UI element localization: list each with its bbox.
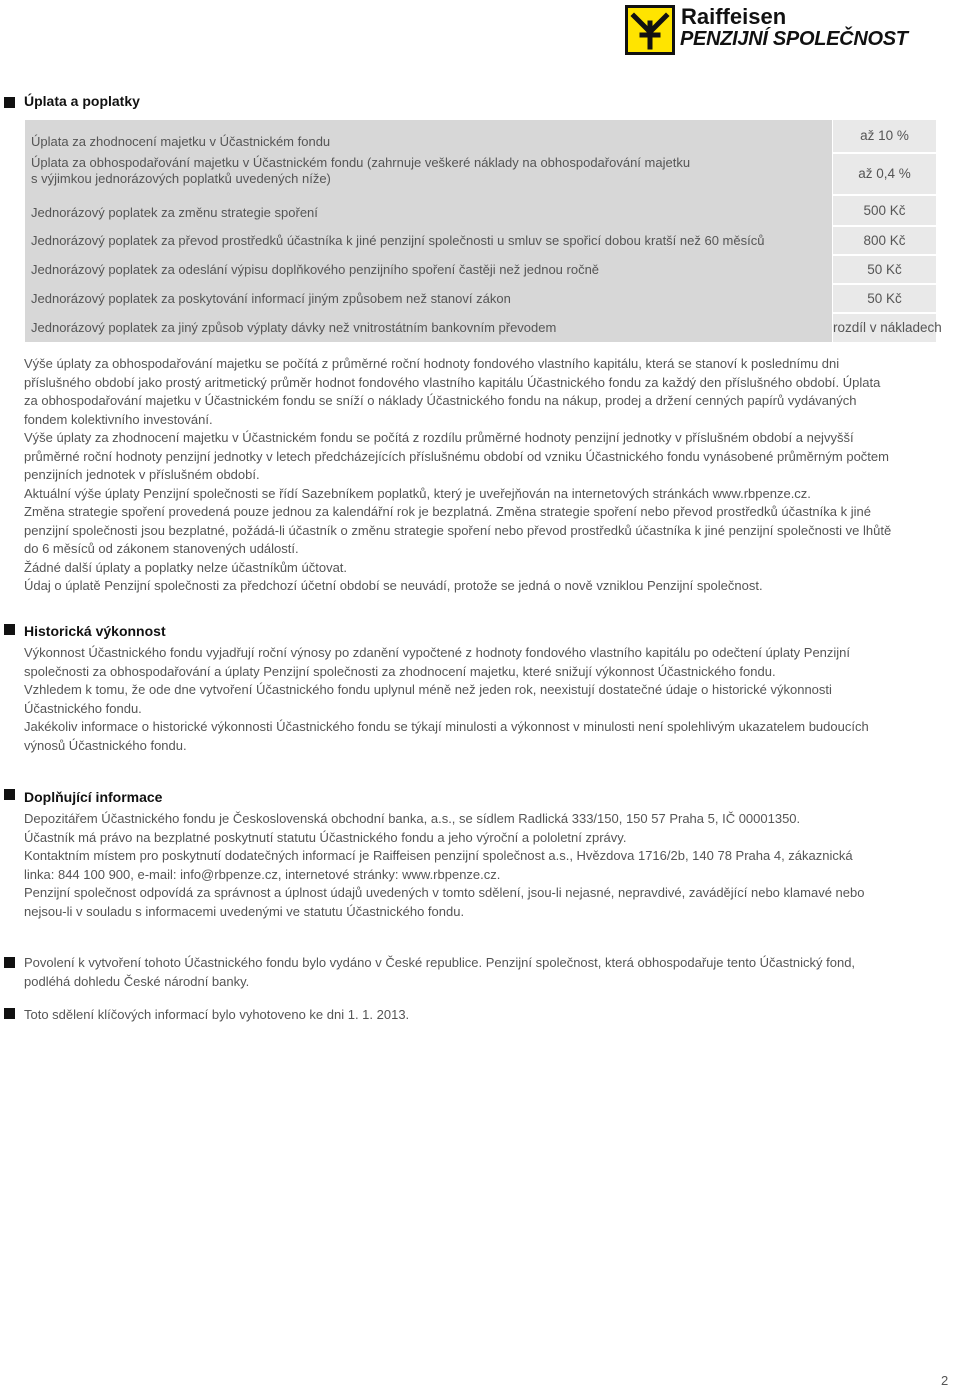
text-line: penzijních jednotek v příslušném období. xyxy=(24,467,260,482)
authorization-note xyxy=(24,954,936,991)
text-line: Kontaktním místem pro poskytnutí dodatečných informací je Raiffeisen penzijní společnost a.s., Hvězdova 1716/2b, 140 78 Praha 4, zákaznická xyxy=(24,848,853,863)
text-line: Údaj o úplatě Penzijní společnosti za předchozí účetní období se neuvádí, protože se jedná o nově vzniklou Penzijní společnost. xyxy=(24,578,763,593)
fee-label: Jednorázový poplatek za odeslání výpisu doplňkového penzijního spoření častěji než jednou ročně xyxy=(31,262,600,277)
paragraph xyxy=(24,829,936,848)
fee-value: až 10 % xyxy=(833,120,936,152)
text-line: do 6 měsíců od zákonem stanovených událostí. xyxy=(24,541,299,556)
additional-info-text xyxy=(24,810,936,921)
performance-text xyxy=(24,644,936,755)
text-line: Žádné další úplaty a poplatky nelze účastníkům účtovat. xyxy=(24,559,348,575)
note-bullet-icon xyxy=(4,957,15,968)
text-line: penzijní společnosti jsou bezplatné, požádá-li účastník o změnu strategie spoření nebo převod prostředků účastníka k jiné penzijní společnosti ve lhůtě xyxy=(24,522,892,538)
text-line: Výše úplaty za obhospodařování majetku se počítá z průměrné roční hodnoty fondového vlastního kapitálu, která se stanoví k poslednímu dni xyxy=(24,356,840,371)
paragraph xyxy=(24,577,936,596)
text-line: podléhá dohledu České národní banky. xyxy=(24,973,250,989)
fee-value: 50 Kč xyxy=(833,285,936,312)
fee-label: Jednorázový poplatek za převod prostředků účastníka k jiné penzijní společnosti u smluv se spořicí dobou kratší než 60 měsíců xyxy=(31,233,765,248)
text-line: Depozitářem Účastnického fondu je Československá obchodní banka, a.s., se sídlem Radlická 333/150, 150 57 Praha 5, IČ 00001350. xyxy=(24,811,801,826)
text-line: Výkonnost Účastnického fondu vyjadřují roční výnosy po zdanění vypočtené z hodnoty fondového vlastního kapitálu po odečtení úplaty Penzijní xyxy=(24,645,851,660)
fee-label: Jednorázový poplatek za jiný způsob výplaty dávky než vnitrostátním bankovním převodem xyxy=(31,320,557,335)
text-line: Jakékoliv informace o historické výkonnosti Účastnického fondu se týkají minulosti a výkonnost v minulosti není spolehlivým ukazatelem budoucích xyxy=(24,719,869,734)
section-bullet-icon xyxy=(4,97,15,108)
logo-brand-name: Raiffeisen xyxy=(681,4,787,29)
text-line: Změna strategie spoření provedená pouze jednou za kalendářní rok je bezplatná. Změna strategie spoření nebo převod prostředků účastníka k jiné xyxy=(24,504,871,519)
text-line: Toto sdělení klíčových informací bylo vyhotoveno ke dni 1. 1. 2013. xyxy=(24,1007,410,1022)
paragraph xyxy=(24,718,936,755)
section-title-fees: Úplata a poplatky xyxy=(24,93,140,109)
date-note xyxy=(24,1006,936,1025)
fees-notes xyxy=(24,355,936,596)
section-title-additional-info: Doplňující informace xyxy=(24,789,163,805)
text-line: Účastnického fondu. xyxy=(24,700,142,716)
paragraph xyxy=(24,559,936,578)
paragraph xyxy=(24,355,936,429)
page-number: 2 xyxy=(941,1373,949,1388)
text-line: příslušného období jako prostý aritmetický průměr hodnot fondového vlastního kapitálu Účastnického fondu za každý den příslušného období. Úplata xyxy=(24,374,881,390)
text-line: Penzijní společnost odpovídá za správnost a úplnost údajů uvedených v tomto sdělení, jsou-li nejasné, nepravdivé, zavádějící nebo klamavé nebo xyxy=(24,885,865,900)
fee-value: 500 Kč xyxy=(833,196,936,225)
text-line: za obhospodařování majetku v Účastnickém fondu se sníží o náklady Účastnického fondu na nákup, prodej a držení cenných papírů vydávaných xyxy=(24,393,857,408)
fee-label: Jednorázový poplatek za poskytování informací jiným způsobem než stanoví zákon xyxy=(31,291,511,306)
section-bullet-icon xyxy=(4,789,15,800)
text-line: výnosů Účastnického fondu. xyxy=(24,737,187,753)
fee-label-line: Úplata za obhospodařování majetku v Účastnickém fondu (zahrnuje veškeré náklady na obhospodařování majetku xyxy=(31,155,691,170)
paragraph xyxy=(24,847,936,884)
logo-subtitle: PENZIJNÍ SPOLEČNOST xyxy=(680,28,908,50)
paragraph xyxy=(24,954,936,991)
fee-label: Jednorázový poplatek za změnu strategie spoření xyxy=(31,205,318,220)
text-line: Vzhledem k tomu, že ode dne vytvoření Účastnického fondu uplynul méně než jeden rok, neexistují dostatečné údaje o historické výkonnosti xyxy=(24,682,832,697)
note-bullet-icon xyxy=(4,1008,15,1019)
fee-label xyxy=(31,155,690,187)
paragraph xyxy=(24,681,936,718)
fee-value: 800 Kč xyxy=(833,227,936,254)
fee-label: Úplata za zhodnocení majetku v Účastnickém fondu xyxy=(31,134,331,149)
text-line: Povolení k vytvoření tohoto Účastnického fondu bylo vydáno v České republice. Penzijní společnost, která obhospodařuje tento Účastnický fond, xyxy=(24,955,856,970)
section-title-performance: Historická výkonnost xyxy=(24,623,166,639)
text-line: fondem kolektivního investování. xyxy=(24,411,213,427)
fee-value: až 0,4 % xyxy=(833,154,936,194)
raiffeisen-gable-cross-icon xyxy=(625,5,675,55)
section-bullet-icon xyxy=(4,624,15,635)
text-line: linka: 844 100 900, e-mail: info@rbpenze.cz, internetové stránky: www.rbpenze.cz. xyxy=(24,866,501,882)
fees-table xyxy=(25,120,942,342)
text-line: společnosti za obhospodařování a úplaty Penzijní společnosti za zhodnocení majetku, které snižují výkonnost Účastnického fondu. xyxy=(24,663,776,679)
text-line: Účastník má právo na bezplatné poskytnutí statutu Účastnického fondu a jeho výroční a pololetní zprávy. xyxy=(24,829,627,845)
paragraph xyxy=(24,1006,936,1025)
paragraph xyxy=(24,485,936,504)
fee-value: rozdíl v nákladech xyxy=(833,314,936,342)
paragraph xyxy=(24,503,936,559)
text-line: průměrné roční hodnoty penzijní jednotky v letech předcházejících příslušnému období od vzniku Účastnického fondu vynásobené průměrným počtem xyxy=(24,448,889,464)
paragraph xyxy=(24,884,936,921)
paragraph xyxy=(24,644,936,681)
text-line: Výše úplaty za zhodnocení majetku v Účastnickém fondu se počítá z rozdílu průměrné hodnoty penzijní jednotky v příslušném období a nejvyšší xyxy=(24,430,854,445)
text-line: nejsou-li v souladu s informacemi uvedenými ve statutu Účastnického fondu. xyxy=(24,903,465,919)
fee-label-line: s výjimkou jednorázových poplatků uvedených níže) xyxy=(31,171,331,186)
company-logo xyxy=(625,5,955,55)
fee-value: 50 Kč xyxy=(833,256,936,283)
paragraph xyxy=(24,429,936,485)
paragraph xyxy=(24,810,936,829)
text-line: Aktuální výše úplaty Penzijní společnosti se řídí Sazebníkem poplatků, který je uveřejňován na internetových stránkách www.rbpenze.cz. xyxy=(24,485,811,501)
